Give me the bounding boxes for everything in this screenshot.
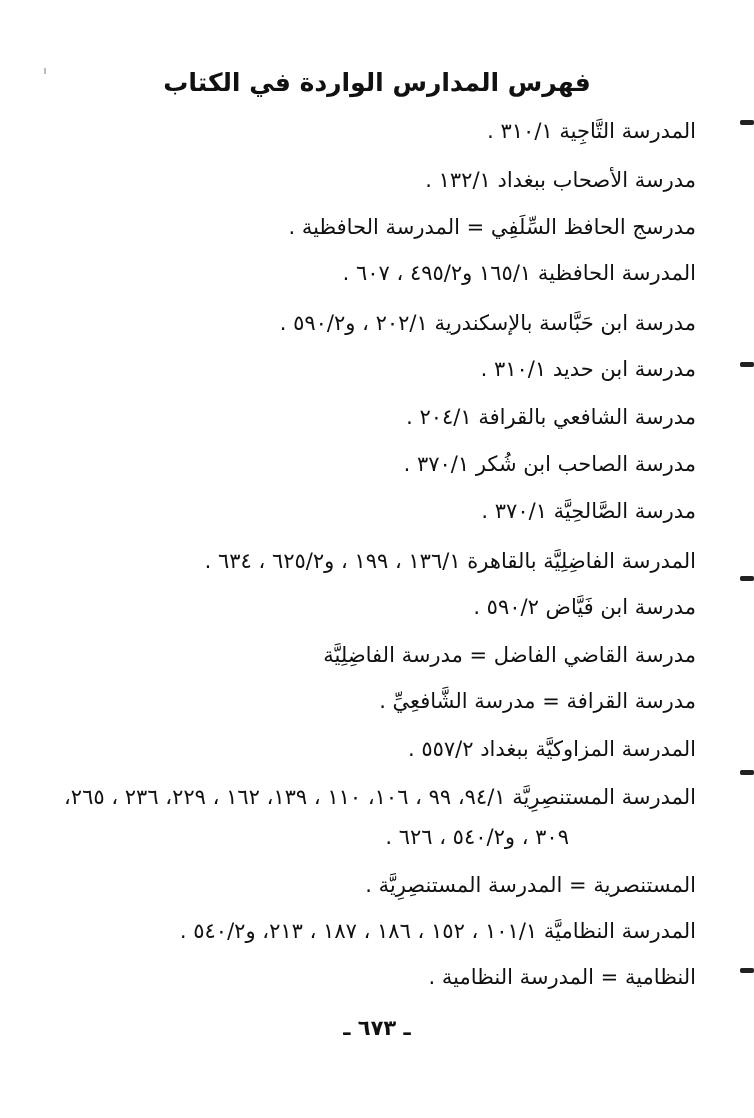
- index-entry: مدرسة الصَّالحِيَّة ٣٧٠/١ .: [481, 499, 696, 523]
- index-entry: النظامية = المدرسة النظامية .: [428, 965, 696, 989]
- index-entry: مدرسة القرافة = مدرسة الشَّافعِيِّ .: [379, 689, 696, 713]
- index-entry: المدرسة الحافظية ١٦٥/١ و٤٩٥/٢ ، ٦٠٧ .: [342, 261, 696, 285]
- index-entry: مدرسة ابن فَيَّاض ٥٩٠/٢ .: [473, 595, 696, 619]
- index-entry-continuation: ٣٠٩ ، و٥٤٠/٢ ، ٦٢٦ .: [385, 825, 569, 849]
- index-entry: مدرسة ابن حَبَّاسة بالإسكندرية ٢٠٢/١ ، و٥٩٠/٢ .: [279, 311, 696, 335]
- index-entry: المدرسة الفاضِلِيَّة بالقاهرة ١٣٦/١ ، ١٩٩ ، و٦٢٥/٢ ، ٦٣٤ .: [204, 549, 696, 573]
- index-entry: مدرسة الصاحب ابن شُكر ٣٧٠/١ .: [403, 452, 696, 476]
- index-entry: المدرسة التَّاجِية ٣١٠/١ .: [487, 119, 696, 143]
- page-title: فهرس المدارس الواردة في الكتاب: [163, 68, 591, 97]
- index-entry: مدرسج الحافظ السِّلَفِي = المدرسة الحافظية .: [288, 215, 696, 239]
- index-entry: مدرسة الشافعي بالقرافة ٢٠٤/١ .: [406, 405, 696, 429]
- index-entry: المدرسة المستنصِرِيَّة ٩٤/١، ٩٩ ، ١٠٦، ١١٠ ، ١٣٩، ١٦٢ ، ٢٢٩، ٢٣٦ ، ٢٦٥،: [64, 785, 696, 809]
- index-entry: المستنصرية = المدرسة المستنصِرِيَّة .: [365, 873, 696, 897]
- margin-mark: [740, 576, 754, 581]
- index-entry: مدرسة الأصحاب ببغداد ١٣٢/١ .: [425, 168, 696, 192]
- index-entry: مدرسة القاضي الفاضل = مدرسة الفاضِلِيَّة: [323, 643, 696, 667]
- index-entry: المدرسة النظاميَّة ١٠١/١ ، ١٥٢ ، ١٨٦ ، ١٨٧ ، ٢١٣، و٥٤٠/٢ .: [179, 919, 696, 943]
- margin-mark: [740, 770, 754, 775]
- page-number: ـ ٦٧٣ ـ: [343, 1016, 411, 1040]
- scan-speck: [44, 68, 46, 74]
- index-entry: مدرسة ابن حديد ٣١٠/١ .: [480, 357, 696, 381]
- margin-mark: [740, 120, 754, 125]
- margin-mark: [740, 968, 754, 973]
- index-entry: المدرسة المزاوكيَّة ببغداد ٥٥٧/٢ .: [407, 737, 696, 761]
- margin-mark: [740, 362, 754, 367]
